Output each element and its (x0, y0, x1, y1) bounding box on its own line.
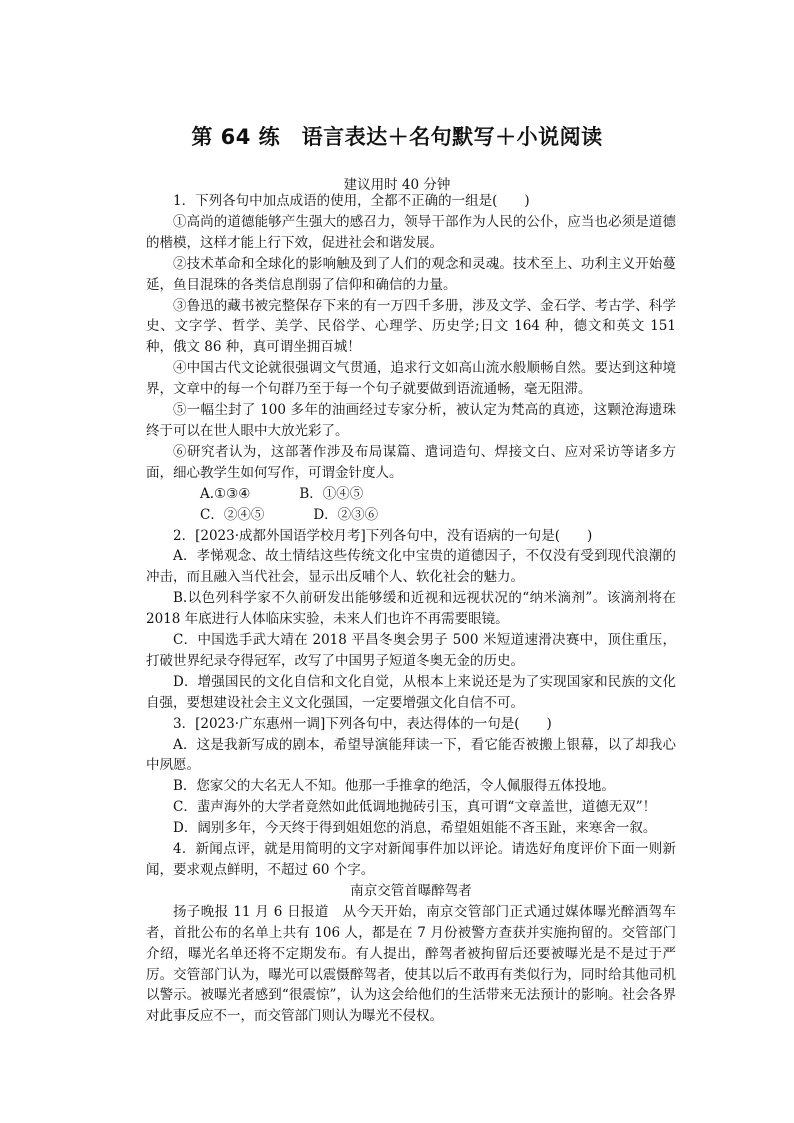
question-3-stem: 3．[2023·广东惠州一调]下列各句中，表达得体的一句是( ) (173, 715, 552, 732)
suggested-time: 建议用时 40 分钟 (343, 177, 451, 193)
news-body: 扬子晚报 11 月 6 日报道 从今天开始，南京交管部门正式通过媒体曝光醉酒驾车者，首批公布的名单上共有 106 人，都是在 7 月份被警方查获并实施拘留的。交管部门介绍，曝光名单还将不定期发布。有人提出，醉驾者被拘留后还要被曝光是不是过于严厉。交管部门认为，曝光可以震慑醉驾者，使其以后不敢再有类似行为，同时给其他司机以警示。被曝光者感到“很震惊”，认为这会给他们的生活带来无法预计的影响。社会各界对此事反应不一，而交管部门则认为曝光不侵权。 (146, 903, 676, 1025)
question-4-stem: 4．新闻点评，就是用简明的文字对新闻事件加以评论。请选好角度评价下面一则新闻，要求观点鲜明，不超过 60 个字。 (146, 841, 676, 878)
question-1-options-row (146, 484, 676, 505)
question-1-options-row (146, 505, 676, 526)
question-3-option-d: D．阔别多年，今天终于得到姐姐您的消息，希望姐姐能不吝玉趾，来寒舍一叙。 (173, 820, 657, 837)
question-1-item: ⑤一幅尘封了 100 多年的油画经过专家分析，被认定为梵高的真迹，这颗沧海遗珠终于可以在世人眼中大放光彩了。 (146, 402, 676, 439)
question-1-item: ⑥研究者认为，这部著作涉及布局谋篇、遣词造句、焊接文白、应对采访等诸多方面，细心教学生如何写作，可谓金针度人。 (146, 443, 676, 481)
question-1-stem: 1．下列各句中加点成语的使用，全都不正确的一组是( ) (173, 193, 530, 209)
question-body (146, 191, 676, 1027)
page-title: 第 64 练 语言表达＋名句默写＋小说阅读 (191, 125, 603, 149)
question-1-item: ②技术革命和全球化的影响触及到了人们的观念和灵魂。技术至上、功利主义开始蔓延，鱼目混珠的各类信息削弱了信仰和确信的力量。 (146, 255, 676, 293)
question-1-item: ③鲁迅的藏书被完整保存下来的有一万四千多册，涉及文学、金石学、考古学、科学史、文字学、哲学、美学、民俗学、心理学、历史学;日文 164 种，德文和英文 151 种，俄文 86 种，真可谓坐拥百城！ (146, 297, 676, 356)
question-1-option-d: D．②③⑥ (313, 506, 379, 523)
question-2-option-a: A．孝悌观念、故土情结这些传统文化中宝贵的道德因子，不仅没有受到现代浪潮的冲击，而且融入当代社会，显示出反哺个人、软化社会的魅力。 (146, 548, 676, 586)
question-2-option-b: B.以色列科学家不久前研发出能够缓和近视和远视状况的“纳米滴剂”。该滴剂将在 2018 年底进行人体临床实验，未来人们也许不再需要眼镜。 (146, 590, 676, 628)
question-2-stem: 2．[2023·成都外国语学校月考]下列各句中，没有语病的一句是( ) (173, 527, 593, 544)
question-1-option-c: C．②④⑤ (200, 506, 265, 523)
question-1-option-b: B．①④⑤ (299, 485, 364, 502)
question-3-option-c: C．蜚声海外的大学者竟然如此低调地抛砖引玉，真可谓“文章盖世，道德无双”！ (173, 799, 657, 816)
question-1-option-a: A.①③④ (200, 485, 251, 502)
question-3-option-b: B．您家父的大名无人不知。他那一手推拿的绝活，令人佩服得五体投地。 (173, 778, 615, 795)
question-1-item: ④中国古代文论就很强调文气贯通，追求行文如高山流水般顺畅自然。要达到这种境界，文章中的每一个句群乃至于每一个句子就要做到语流通畅，毫无阻滞。 (146, 360, 676, 398)
question-3-option-a: A．这是我新写成的剧本，希望导演能拜读一下，看它能否被搬上银幕，以了却我心中夙愿。 (146, 736, 676, 774)
news-title: 南京交管首曝醉驾者 (350, 882, 472, 899)
question-2-option-d: D．增强国民的文化自信和文化自觉，从根本上来说还是为了实现国家和民族的文化自强，要想建设社会主义文化强国，一定要增强文化自信不可。 (146, 673, 676, 711)
question-2-option-c: C．中国选手武大靖在 2018 平昌冬奥会男子 500 米短道速滑决赛中，顶住重压，打破世界纪录夺得冠军，改写了中国男子短道冬奥无金的历史。 (146, 632, 676, 669)
question-1-item: ①高尚的道德能够产生强大的感召力，领导干部作为人民的公仆，应当也必须是道德的楷模，这样才能上行下效，促进社会和谐发展。 (146, 213, 676, 251)
